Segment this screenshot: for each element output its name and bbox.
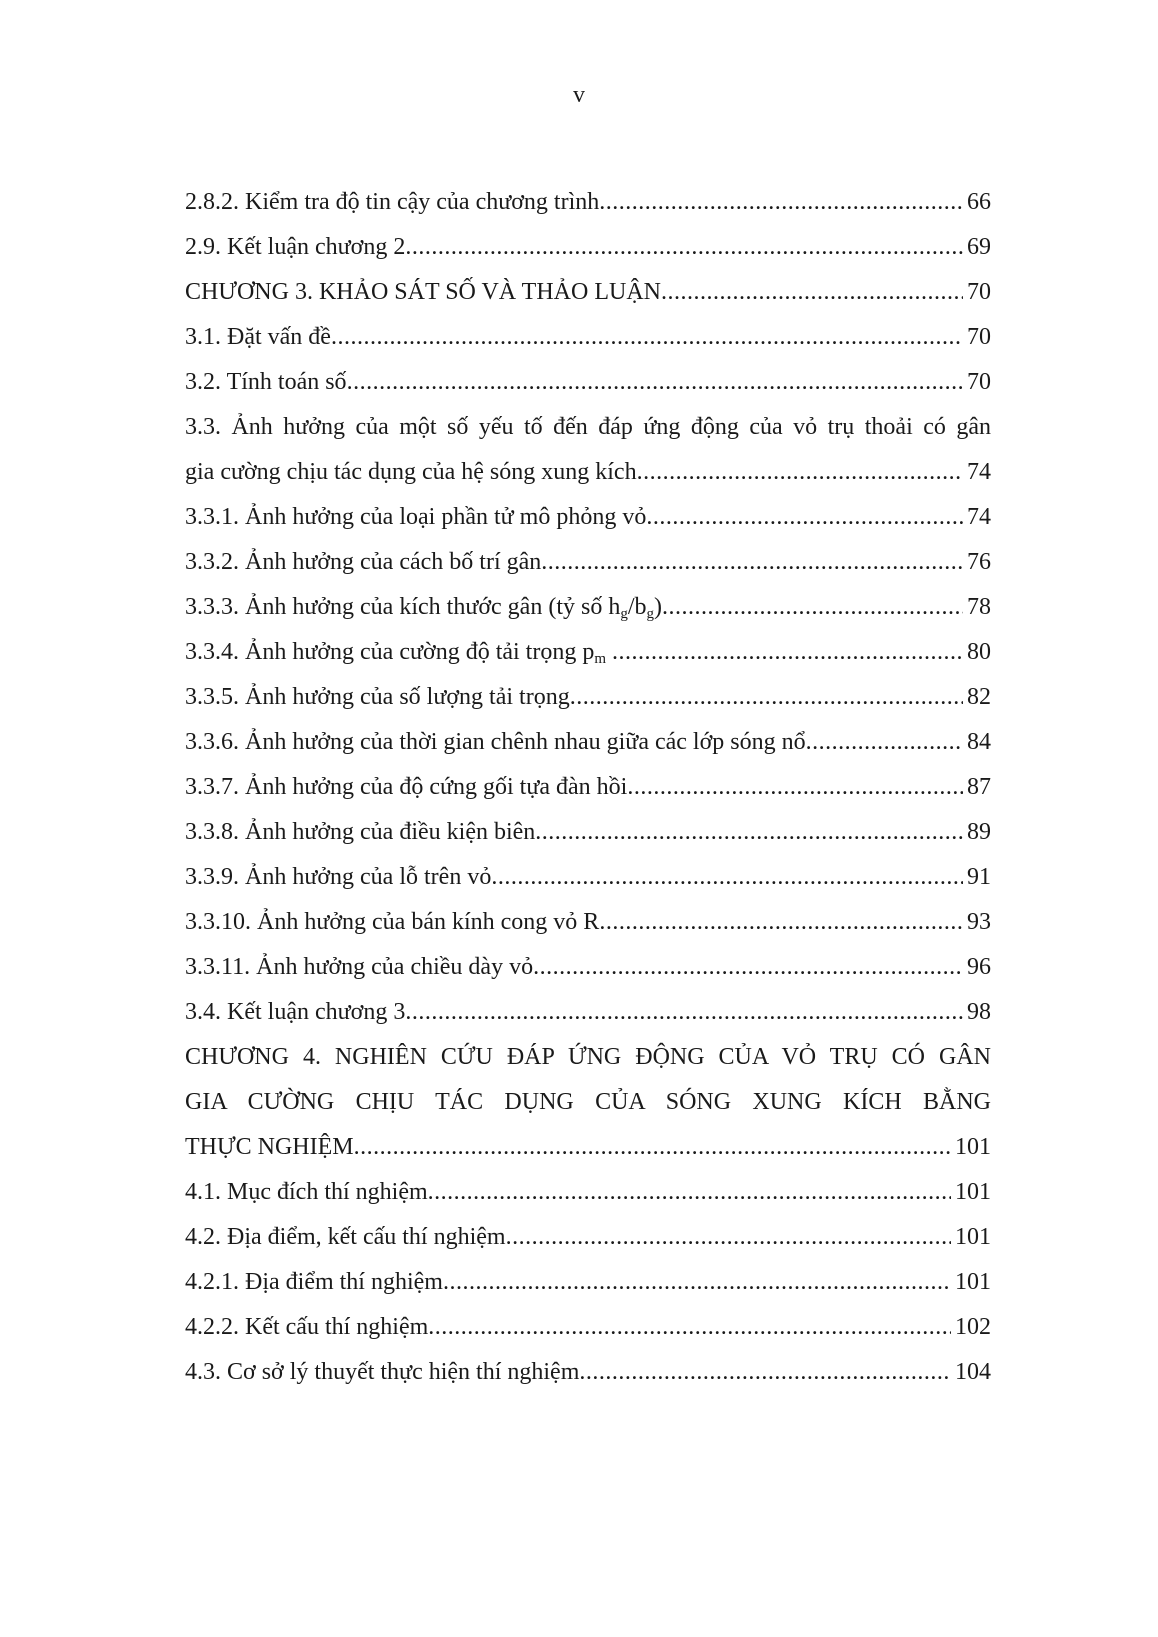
toc-entry-title	[185, 585, 662, 630]
toc-entry-title: 3.3.7. Ảnh hưởng của độ cứng gối tựa đàn hồi	[185, 774, 628, 800]
toc-entry-title: 3.4. Kết luận chương 3	[185, 999, 406, 1025]
toc-entry-page: 70	[967, 324, 991, 350]
toc-entry-page: 93	[967, 909, 991, 935]
toc-entry-3-3[interactable]	[185, 405, 991, 495]
toc-entry-title: 4.1. Mục đích thí nghiệm	[185, 1179, 428, 1205]
dot-leader	[354, 1125, 951, 1170]
toc-entry-page: 66	[967, 189, 991, 215]
toc-entry-page: 101	[955, 1224, 991, 1250]
toc-entry-page: 69	[967, 234, 991, 260]
dot-leader	[443, 1260, 951, 1305]
toc-entry-page: 102	[955, 1314, 991, 1340]
dot-leader	[599, 900, 963, 945]
toc-entry-page: 98	[967, 999, 991, 1025]
toc-entry-3-3-4[interactable]	[185, 630, 991, 675]
dot-leader	[612, 630, 963, 675]
toc-entry-3-2[interactable]	[185, 360, 991, 405]
toc-entry-title-line2: gia cường chịu tác dụng của hệ sóng xung kích	[185, 459, 637, 485]
title-text: )	[654, 594, 662, 620]
toc-entry-3-3-7[interactable]	[185, 765, 991, 810]
dot-leader	[579, 1350, 951, 1395]
toc-entry-page: 74	[967, 459, 991, 485]
toc-entry-page: 70	[967, 369, 991, 395]
toc-entry-page: 96	[967, 954, 991, 980]
title-text: /b	[627, 594, 647, 620]
toc-entry-chapter-3[interactable]	[185, 270, 991, 315]
toc-entry-3-4[interactable]	[185, 990, 991, 1035]
toc-entry-2-9[interactable]	[185, 225, 991, 270]
toc-entry-title: 3.1. Đặt vấn đề	[185, 324, 331, 350]
dot-leader	[599, 180, 963, 225]
toc-entry-title: 3.3.8. Ảnh hưởng của điều kiện biên	[185, 819, 536, 845]
toc-entry-3-3-11[interactable]	[185, 945, 991, 990]
toc-entry-4-2[interactable]	[185, 1215, 991, 1260]
dot-leader	[806, 720, 963, 765]
toc-entry-3-3-2[interactable]	[185, 540, 991, 585]
toc-entry-title: 3.3.5. Ảnh hưởng của số lượng tải trọng	[185, 684, 570, 710]
toc-entry-title: 4.3. Cơ sở lý thuyết thực hiện thí nghiệm	[185, 1359, 580, 1385]
toc-entry-page: 101	[955, 1134, 991, 1160]
toc-entry-title-line1: CHƯƠNG 4. NGHIÊN CỨU ĐÁP ỨNG ĐỘNG CỦA VỎ TRỤ CÓ GÂN	[185, 1044, 991, 1070]
toc-entry-4-3[interactable]	[185, 1350, 991, 1395]
dot-leader	[533, 945, 963, 990]
toc-entry-page: 101	[955, 1179, 991, 1205]
subscript: g	[620, 606, 628, 622]
toc-entry-title: 4.2. Địa điểm, kết cấu thí nghiệm	[185, 1224, 506, 1250]
toc-entry-page: 78	[967, 594, 991, 620]
toc-entry-title: 3.3.11. Ảnh hưởng của chiều dày vỏ	[185, 954, 534, 980]
title-text: 3.3.3. Ảnh hưởng của kích thước gân (tỷ số h	[185, 594, 621, 620]
toc-entry-title: 3.3.10. Ảnh hưởng của bán kính cong vỏ R	[185, 909, 600, 935]
dot-leader	[661, 270, 963, 315]
toc-entry-page: 80	[967, 639, 991, 665]
toc-entry-3-3-3[interactable]	[185, 585, 991, 630]
toc-entry-title: 3.2. Tính toán số	[185, 369, 347, 395]
dot-leader	[535, 810, 963, 855]
toc-entry-line	[185, 1035, 991, 1080]
toc-entry-3-3-10[interactable]	[185, 900, 991, 945]
toc-entry-4-2-2[interactable]	[185, 1305, 991, 1350]
toc-entry-page: 87	[967, 774, 991, 800]
toc-entry-3-3-1[interactable]	[185, 495, 991, 540]
toc-entry-title: 4.2.1. Địa điểm thí nghiệm	[185, 1269, 443, 1295]
dot-leader	[331, 315, 963, 360]
dot-leader	[347, 360, 963, 405]
dot-leader	[662, 585, 963, 630]
subscript: g	[646, 606, 654, 622]
dot-leader	[428, 1170, 951, 1215]
toc-entry-3-1[interactable]	[185, 315, 991, 360]
toc-entry-title: CHƯƠNG 3. KHẢO SÁT SỐ VÀ THẢO LUẬN	[185, 279, 661, 305]
dot-leader	[506, 1215, 951, 1260]
toc-entry-page: 74	[967, 504, 991, 530]
toc-entry-title	[185, 630, 612, 675]
dot-leader	[637, 450, 963, 495]
toc-entry-2-8-2[interactable]	[185, 180, 991, 225]
toc-entry-page: 89	[967, 819, 991, 845]
dot-leader	[570, 675, 963, 720]
toc-entry-page: 76	[967, 549, 991, 575]
toc-entry-3-3-9[interactable]	[185, 855, 991, 900]
toc-entry-title: 4.2.2. Kết cấu thí nghiệm	[185, 1314, 429, 1340]
toc-entry-line	[185, 450, 991, 495]
toc-entry-line	[185, 405, 991, 450]
subscript: m	[594, 651, 607, 667]
toc-entry-title: 2.9. Kết luận chương 2	[185, 234, 406, 260]
toc-entry-page: 91	[967, 864, 991, 890]
toc-entry-title: 3.3.6. Ảnh hưởng của thời gian chênh nhau giữa các lớp sóng nổ	[185, 729, 806, 755]
toc-entry-title-line1: 3.3. Ảnh hưởng của một số yếu tố đến đáp ứng động của vỏ trụ thoải có gân	[185, 414, 991, 440]
toc-entry-line	[185, 1125, 991, 1170]
toc-entry-line	[185, 1080, 991, 1125]
dot-leader	[627, 765, 963, 810]
table-of-contents	[185, 180, 991, 1395]
toc-entry-4-2-1[interactable]	[185, 1260, 991, 1305]
title-text: 3.3.4. Ảnh hưởng của cường độ tải trọng p	[185, 639, 595, 665]
toc-entry-title-line3: THỰC NGHIỆM	[185, 1134, 354, 1160]
toc-entry-chapter-4[interactable]	[185, 1035, 991, 1170]
toc-entry-3-3-6[interactable]	[185, 720, 991, 765]
page-number: v	[573, 82, 585, 108]
toc-entry-page: 82	[967, 684, 991, 710]
toc-entry-title: 3.3.2. Ảnh hưởng của cách bố trí gân	[185, 549, 542, 575]
dot-leader	[428, 1305, 951, 1350]
toc-entry-page: 84	[967, 729, 991, 755]
toc-entry-3-3-5[interactable]	[185, 675, 991, 720]
dot-leader	[491, 855, 963, 900]
toc-entry-title: 3.3.9. Ảnh hưởng của lỗ trên vỏ	[185, 864, 492, 890]
toc-entry-page: 101	[955, 1269, 991, 1295]
toc-entry-3-3-8[interactable]	[185, 810, 991, 855]
dot-leader	[646, 495, 963, 540]
toc-entry-page: 70	[967, 279, 991, 305]
dot-leader	[405, 990, 963, 1035]
toc-entry-title: 2.8.2. Kiểm tra độ tin cậy của chương trình	[185, 189, 600, 215]
dot-leader	[541, 540, 963, 585]
toc-entry-4-1[interactable]	[185, 1170, 991, 1215]
toc-entry-title: 3.3.1. Ảnh hưởng của loại phần tử mô phỏng vỏ	[185, 504, 647, 530]
toc-entry-page: 104	[955, 1359, 991, 1385]
toc-entry-title-line2: GIA CƯỜNG CHỊU TÁC DỤNG CỦA SÓNG XUNG KÍCH BẰNG	[185, 1089, 991, 1115]
dot-leader	[405, 225, 963, 270]
